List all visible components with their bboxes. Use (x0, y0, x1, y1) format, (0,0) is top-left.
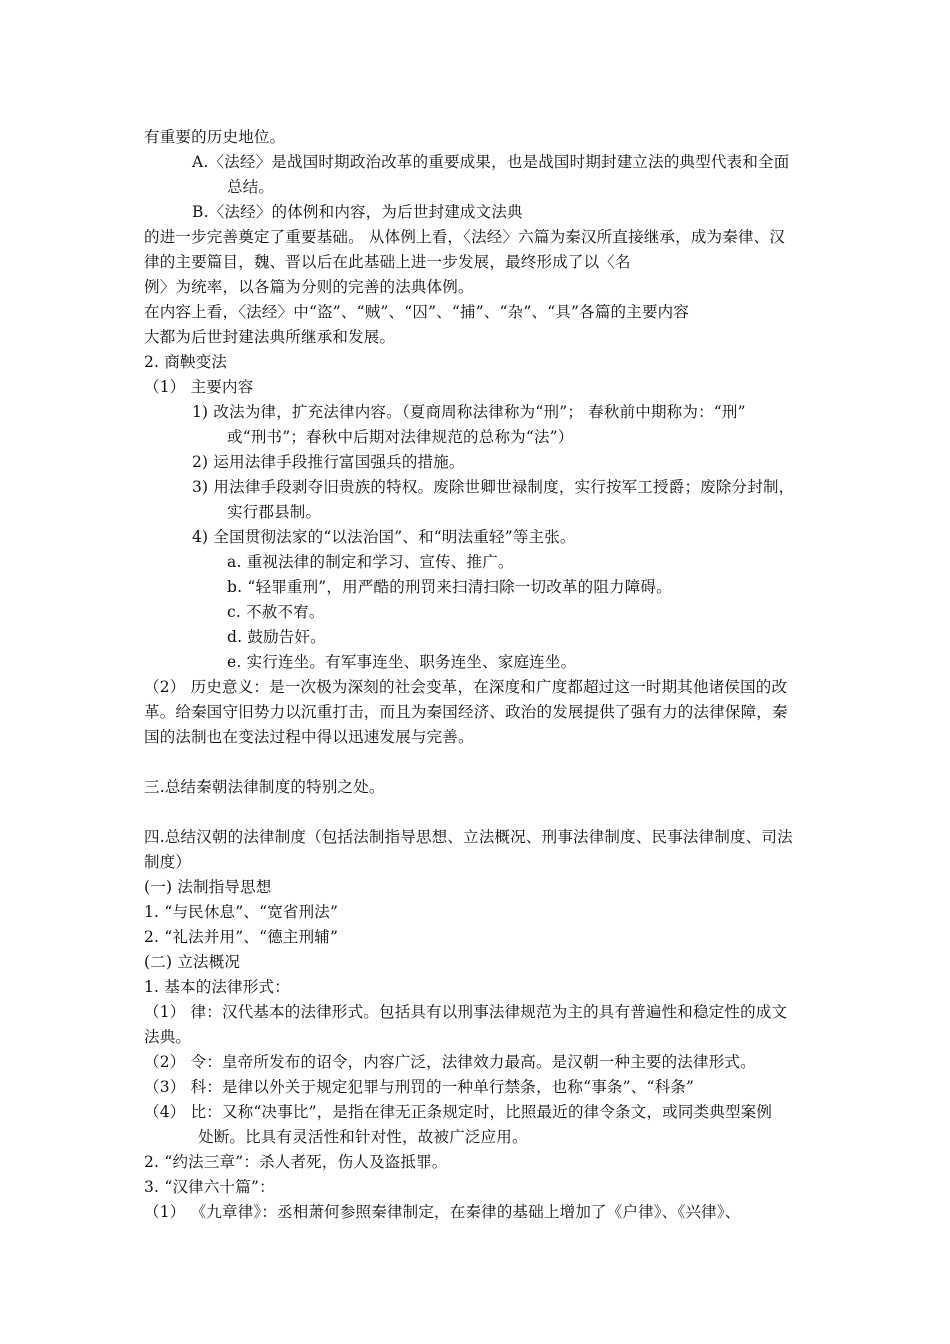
text-line: 实行郡县制。 (227, 503, 322, 521)
text-line: 总结。 (227, 178, 275, 196)
list-item: a. 重视法律的制定和学习、宣传、推广。 (227, 553, 514, 571)
subsection-heading: (二) 立法概况 (144, 953, 241, 971)
list-item: （2） 令：皇帝所发布的诏令，内容广泛，法律效力最高。是汉朝一种主要的法律形式。 (144, 1053, 756, 1071)
list-item: 2. “礼法并用”、“德主刑辅” (144, 928, 339, 946)
text-line: 有重要的历史地位。 (144, 128, 286, 146)
list-item: c. 不赦不宥。 (227, 603, 325, 621)
section-heading: 2. 商鞅变法 (144, 353, 228, 371)
list-item: （3） 科：是律以外关于规定犯罪与刑罚的一种单行禁条，也称“事条”、“科条” (144, 1078, 695, 1096)
list-item: 1. “与民休息”、“宽省刑法” (144, 903, 339, 921)
list-item: 1. 基本的法律形式： (144, 978, 290, 996)
list-item: （4） 比：又称“决事比”，是指在律无正条规定时，比照最近的律令条文，或同类典型案例 (144, 1103, 773, 1121)
list-item: 3) 用法律手段剥夺旧贵族的特权。废除世卿世禄制度，实行按军工授爵；废除分封制， (192, 478, 795, 496)
text-line: 在内容上看，〈法经〉中“盗”、“贼”、“囚”、“捕”、“杂”、“具”各篇的主要内容 (144, 303, 690, 321)
subsection-heading: （1） 主要内容 (144, 378, 254, 396)
list-item: 2) 运用法律手段推行富国强兵的措施。 (192, 453, 465, 471)
list-item: 1) 改法为律，扩充法律内容。（夏商周称法律称为“刑”； 春秋前中期称为：“刑” (192, 403, 746, 421)
list-item: 3. “汉律六十篇”： (144, 1178, 275, 1196)
text-line: 处断。比具有灵活性和针对性，故被广泛应用。 (198, 1128, 528, 1146)
list-item: （1） 《九章律》：丞相萧何参照秦律制定，在秦律的基础上增加了《户律》、《兴律》、 (144, 1203, 741, 1221)
text-line: 或“刑书”；春秋中后期对法律规范的总称为“法”） (227, 428, 574, 446)
subsection-heading: （2） 历史意义：是一次极为深刻的社会变革，在深度和广度都超过这一时期其他诸侯国的改 (144, 678, 788, 696)
list-item: （1） 律：汉代基本的法律形式。包括具有以刑事法律规范为主的具有普遍性和稳定性的成文 (144, 1003, 788, 1021)
list-item: d. 鼓励告奸。 (227, 628, 326, 646)
section-heading: 三.总结秦朝法律制度的特别之处。 (144, 778, 385, 796)
subsection-heading: (一) 法制指导思想 (144, 878, 272, 896)
text-line: 制度） (144, 853, 192, 871)
text-line: 的进一步完善奠定了重要基础。 从体例上看，〈法经〉六篇为秦汉所直接继承，成为秦律、汉 (144, 228, 786, 246)
text-line: B.〈法经〉的体例和内容，为后世封建成文法典 (192, 203, 523, 221)
text-line: 法典。 (144, 1028, 192, 1046)
list-item: 2. “约法三章”：杀人者死，伤人及盗抵罪。 (144, 1153, 448, 1171)
list-item: e. 实行连坐。有军事连坐、职务连坐、家庭连坐。 (227, 653, 577, 671)
text-line: 律的主要篇目，魏、晋以后在此基础上进一步发展，最终形成了以〈名 (144, 253, 631, 271)
list-item: 4) 全国贯彻法家的“以法治国”、和“明法重轻”等主张。 (192, 528, 576, 546)
text-line: A.〈法经〉是战国时期政治改革的重要成果，也是战国时期封建立法的典型代表和全面 (192, 153, 790, 171)
list-item: b. “轻罪重刑”，用严酷的刑罚来扫清扫除一切改革的阻力障碍。 (227, 578, 672, 596)
text-line: 大都为后世封建法典所继承和发展。 (144, 328, 396, 346)
text-line: 国的法制也在变法过程中得以迅速发展与完善。 (144, 728, 474, 746)
text-line: 革。给秦国守旧势力以沉重打击，而且为秦国经济、政治的发展提供了强有力的法律保障，秦 (144, 703, 788, 721)
text-line: 例〉为统率，以各篇为分则的完善的法典体例。 (144, 278, 474, 296)
section-heading: 四.总结汉朝的法律制度（包括法制指导思想、立法概况、刑事法律制度、民事法律制度、司法 (144, 828, 793, 846)
